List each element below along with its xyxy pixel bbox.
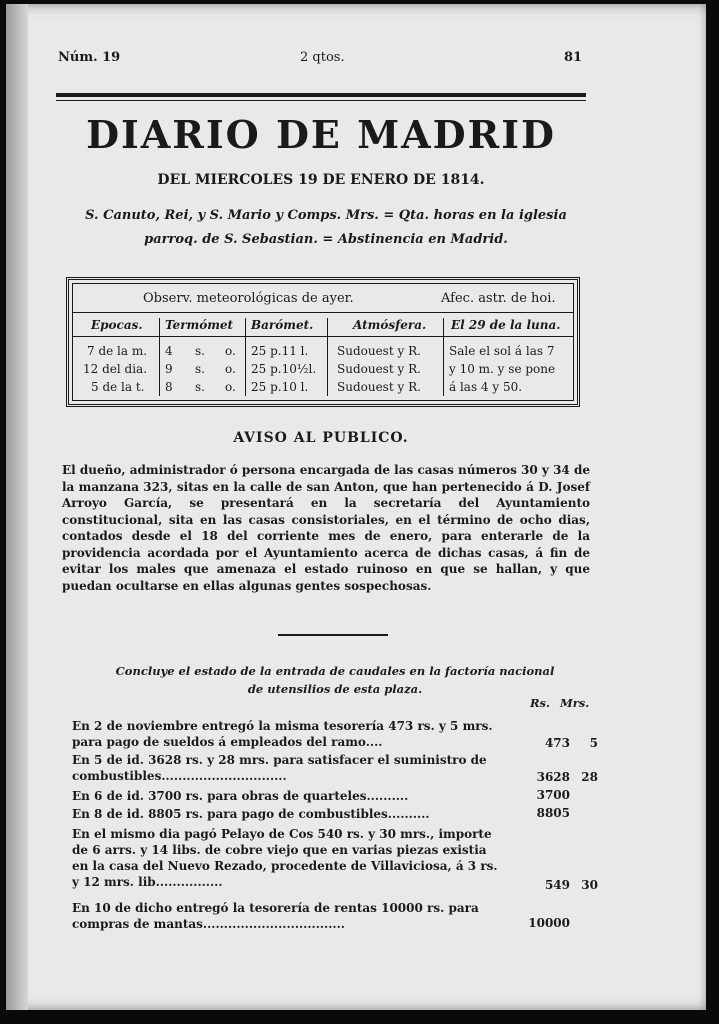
entry-2-mrs: 28 bbox=[581, 770, 598, 784]
weather-divider-2 bbox=[245, 318, 246, 396]
book-gutter-shadow bbox=[6, 4, 28, 1010]
row2-term-n: 9 bbox=[165, 362, 173, 376]
weather-table-inner bbox=[72, 283, 574, 401]
issue-date: DEL MIERCOLES 19 DE ENERO DE 1814. bbox=[157, 172, 485, 188]
luna-line-1: Sale el sol á las 7 bbox=[449, 344, 555, 358]
row3-term-s: s. bbox=[195, 380, 205, 394]
astro-title: Afec. astr. de hoi. bbox=[441, 291, 556, 306]
entry-2-rs: 3628 bbox=[536, 770, 570, 784]
weather-divider-4 bbox=[443, 318, 444, 396]
conclusion-heading-2: de utensilios de esta plaza. bbox=[247, 682, 423, 696]
col-termometro: Termómet bbox=[165, 318, 234, 332]
row1-term-o: o. bbox=[225, 344, 236, 358]
aviso-paragraph: El dueño, administrador ó persona encargada de las casas números 30 y 34 de la manzana 323, sitas en la calle de san Anton, que han pertenecido á D. Josef Arroyo García, se presentará en la secretaría del Ayuntamiento constitucional, sita en las casas consistoriales, en el término de ocho dias, contados desde el 18 del corriente mes de enero, para enterarle de la providencia acordada por el Ayuntamiento acerca de dichas casas, á fin de evitar los males que amenaza el estado ruinoso en que se hallan, y que puedan ocultarse en ellas algunas gentes sospechosas. bbox=[62, 463, 590, 593]
luna-line-3: á las 4 y 50. bbox=[449, 380, 523, 394]
row1-barom: 25 p.11 l. bbox=[251, 344, 309, 358]
header-rule-thick bbox=[56, 93, 586, 97]
entry-2: En 5 de id. 3628 rs. y 28 mrs. para satisfacer el suministro de combustibles.............................. bbox=[72, 753, 487, 783]
col-rs-header: Rs. bbox=[530, 696, 551, 710]
entry-1-rs: 473 bbox=[544, 736, 570, 750]
entry-3: En 6 de id. 3700 rs. para obras de quarteles.......... bbox=[72, 789, 409, 803]
saints-line-2: parroq. de S. Sebastian. = Abstinencia en Madrid. bbox=[144, 232, 508, 247]
weather-rule-1 bbox=[73, 312, 573, 313]
entry-1: En 2 de noviembre entregó la misma tesorería 473 rs. y 5 mrs. para pago de sueldos á empleados del ramo.... bbox=[72, 719, 493, 749]
entry-5: En el mismo dia pagó Pelayo de Cos 540 rs. y 30 mrs., importe de 6 arrs. y 14 libs. de cobre viejo que en varias piezas existia en la casa del Nuevo Rezado, procedente de Villaviciosa, á 3 rs. y 12 mrs. lib................ bbox=[72, 827, 498, 889]
col-barometro: Barómet. bbox=[251, 318, 314, 332]
row2-term-s: s. bbox=[195, 362, 205, 376]
entry-4: En 8 de id. 8805 rs. para pago de combustibles.......... bbox=[72, 807, 430, 821]
saints-line-1: S. Canuto, Rei, y S. Mario y Comps. Mrs. = Qta. horas en la iglesia bbox=[85, 208, 567, 223]
row3-atmos: Sudouest y R. bbox=[337, 380, 421, 394]
row3-term-o: o. bbox=[225, 380, 236, 394]
row1-term-n: 4 bbox=[165, 344, 173, 358]
col-luna: El 29 de la luna. bbox=[451, 318, 561, 332]
weather-rule-2 bbox=[73, 336, 573, 337]
weather-divider-1 bbox=[159, 318, 160, 396]
page-number: 81 bbox=[564, 50, 583, 65]
weather-title: Observ. meteorológicas de ayer. bbox=[143, 291, 354, 306]
col-mrs-header: Mrs. bbox=[560, 696, 590, 710]
section-divider bbox=[278, 634, 388, 636]
row2-epoca: 12 del dia. bbox=[83, 362, 148, 376]
col-atmosfera: Atmósfera. bbox=[353, 318, 427, 332]
aviso-heading: AVISO AL PUBLICO. bbox=[233, 430, 409, 446]
newspaper-title: DIARIO DE MADRID bbox=[86, 112, 556, 157]
col-epocas: Epocas. bbox=[91, 318, 143, 332]
row3-term-n: 8 bbox=[165, 380, 173, 394]
row2-atmos: Sudouest y R. bbox=[337, 362, 421, 376]
entry-3-rs: 3700 bbox=[536, 788, 570, 802]
row2-barom: 25 p.10½l. bbox=[251, 362, 317, 376]
entry-5-mrs: 30 bbox=[581, 878, 598, 892]
row3-epoca: 5 de la t. bbox=[91, 380, 145, 394]
row2-term-o: o. bbox=[225, 362, 236, 376]
weather-table bbox=[66, 277, 580, 407]
entry-5-rs: 549 bbox=[544, 878, 570, 892]
row1-epoca: 7 de la m. bbox=[87, 344, 148, 358]
conclusion-heading-1: Concluye el estado de la entrada de caudales en la factoría nacional bbox=[115, 664, 555, 678]
row1-atmos: Sudouest y R. bbox=[337, 344, 421, 358]
row1-term-s: s. bbox=[195, 344, 205, 358]
entry-1-mrs: 5 bbox=[589, 736, 598, 750]
luna-line-2: y 10 m. y se pone bbox=[449, 362, 556, 376]
header-rule-thin bbox=[56, 100, 586, 101]
row3-barom: 25 p.10 l. bbox=[251, 380, 309, 394]
issue-number: Núm. 19 bbox=[58, 50, 121, 65]
entry-6: En 10 de dicho entregó la tesorería de rentas 10000 rs. para compras de mantas.................................. bbox=[72, 901, 479, 931]
entry-4-rs: 8805 bbox=[536, 806, 570, 820]
entry-6-rs: 10000 bbox=[528, 916, 570, 930]
issue-price: 2 qtos. bbox=[300, 50, 345, 65]
weather-divider-3 bbox=[327, 318, 328, 396]
